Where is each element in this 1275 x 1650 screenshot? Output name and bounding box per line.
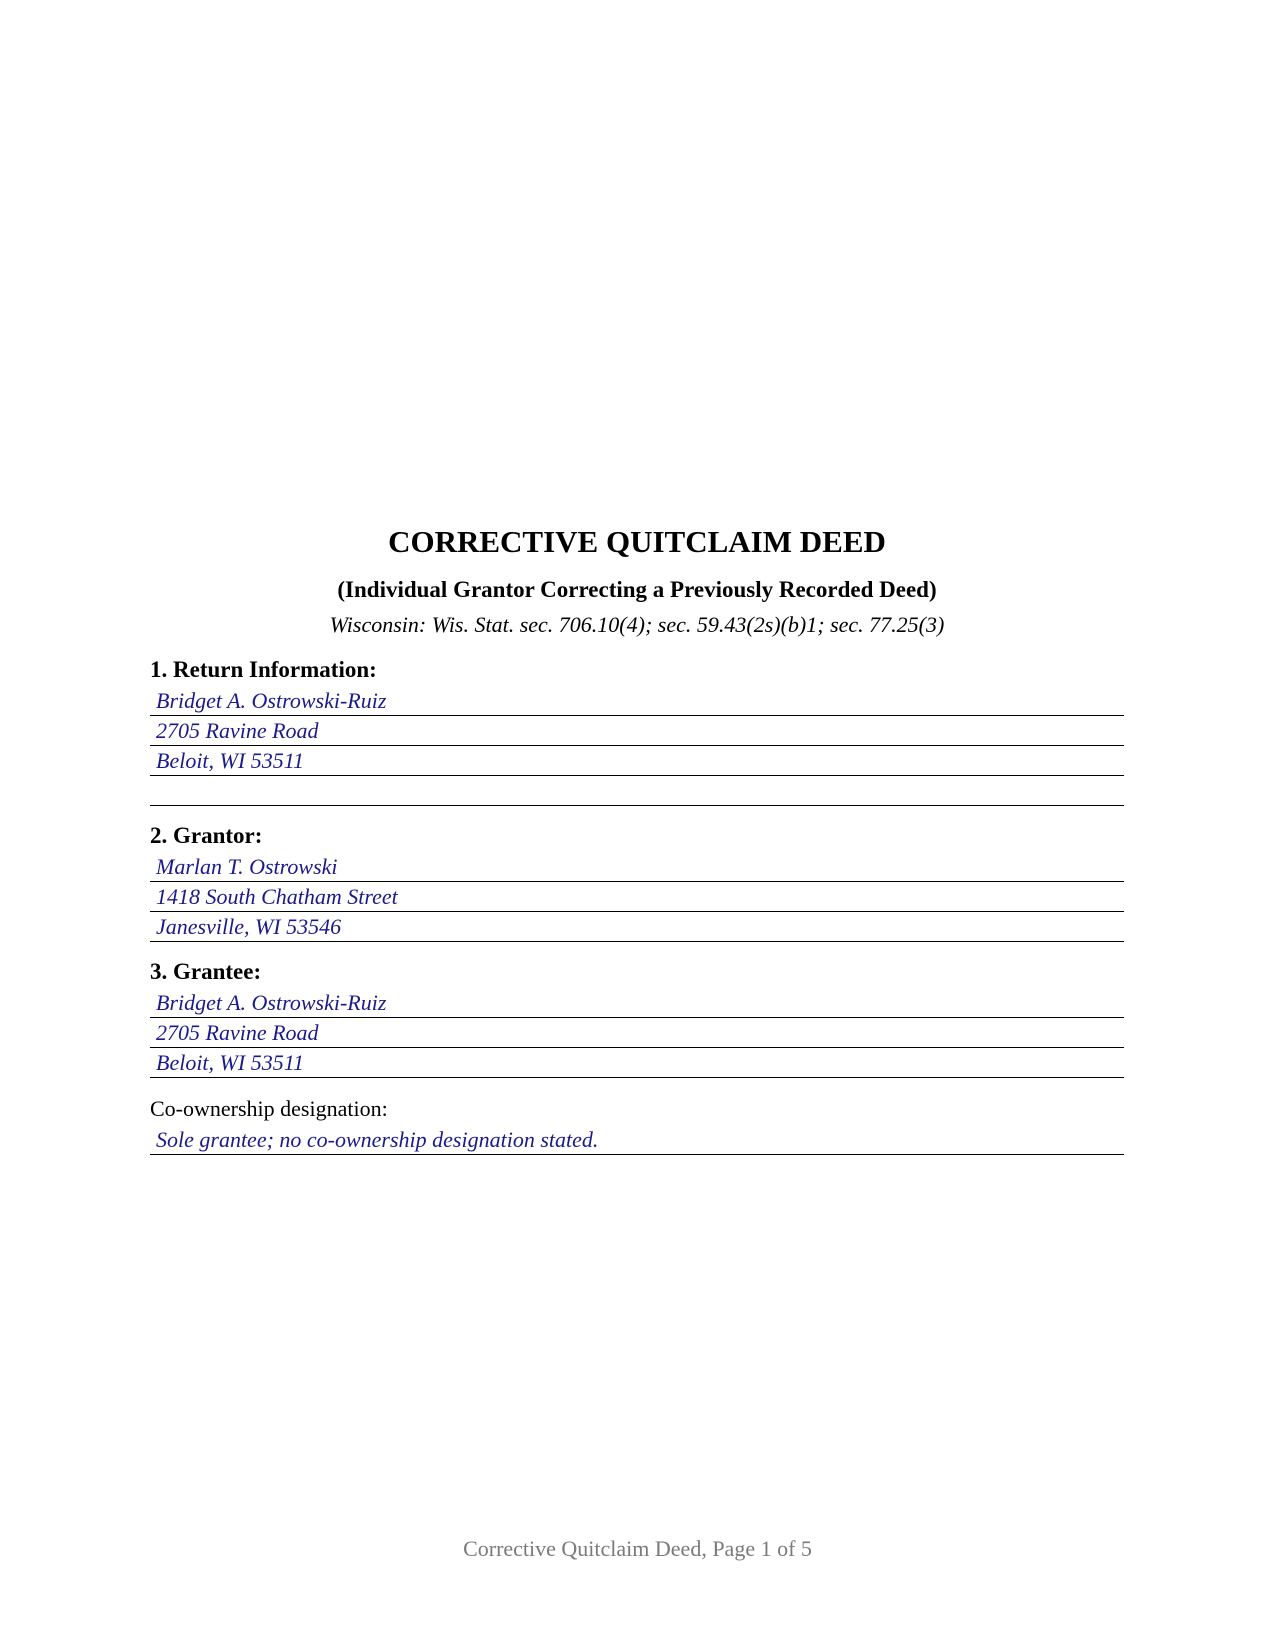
grantee-heading: 3. Grantee: <box>150 959 262 984</box>
grantee-name-line: Bridget A. Ostrowski-Ruiz <box>150 988 1124 1018</box>
page-footer: Corrective Quitclaim Deed, Page 1 of 5 <box>463 1536 812 1561</box>
co-ownership-section <box>150 1096 1124 1155</box>
grantor-name-line: Marlan T. Ostrowski <box>150 852 1124 882</box>
grantee-street-line: 2705 Ravine Road <box>150 1018 1124 1048</box>
co-ownership-value-line: Sole grantee; no co-ownership designation stated. <box>150 1125 1124 1155</box>
grantee-section <box>150 958 1124 1078</box>
return-street-line: 2705 Ravine Road <box>150 716 1124 746</box>
document-page <box>150 524 1124 1155</box>
document-title: CORRECTIVE QUITCLAIM DEED <box>388 524 886 559</box>
co-ownership-label: Co-ownership designation: <box>150 1096 388 1121</box>
grantor-street-line: 1418 South Chatham Street <box>150 882 1124 912</box>
document-subtitle: (Individual Grantor Correcting a Previously Recorded Deed) <box>337 577 937 602</box>
grantee-city-line: Beloit, WI 53511 <box>150 1048 1124 1078</box>
grantor-city-line: Janesville, WI 53546 <box>150 912 1124 942</box>
grantor-heading: 2. Grantor: <box>150 823 263 848</box>
return-information-heading: 1. Return Information: <box>150 657 377 682</box>
statute-citation: Wisconsin: Wis. Stat. sec. 706.10(4); sec. 59.43(2s)(b)1; sec. 77.25(3) <box>329 612 945 637</box>
return-name-line: Bridget A. Ostrowski-Ruiz <box>150 686 1124 716</box>
return-city-line: Beloit, WI 53511 <box>150 746 1124 776</box>
return-blank-line <box>150 776 1124 806</box>
return-information-section <box>150 656 1124 806</box>
grantor-section <box>150 822 1124 942</box>
